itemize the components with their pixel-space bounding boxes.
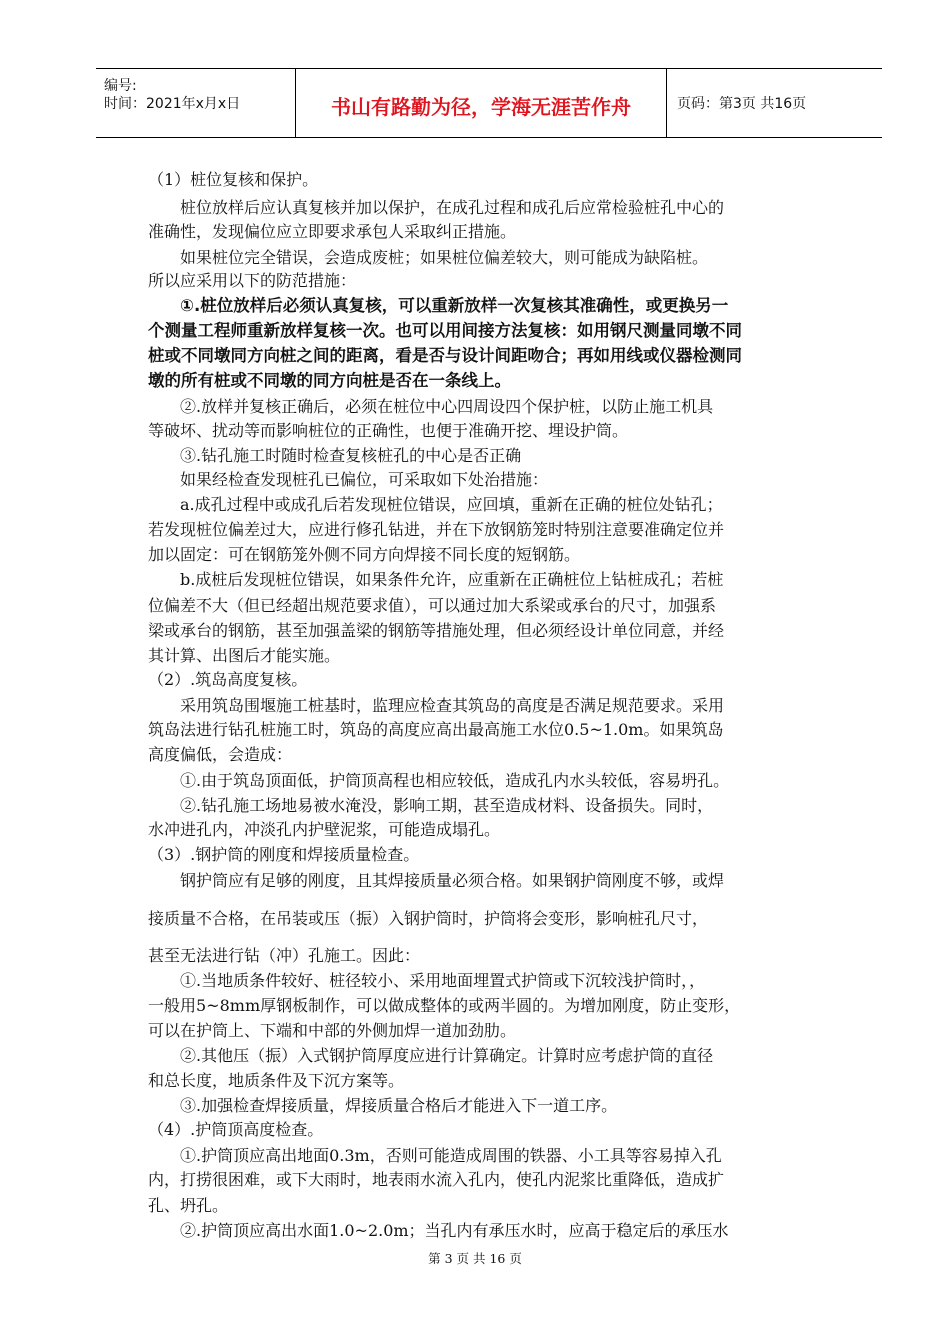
paragraph-line: 钢护筒应有足够的刚度，且其焊接质量必须合格。如果钢护筒刚度不够，或焊 [180, 871, 725, 890]
header-motto-cell [295, 69, 667, 137]
paragraph-line: 可以在护筒上、下端和中部的外侧加焊一道加劲肋。 [148, 1021, 517, 1040]
paragraph-line: 水冲进孔内，冲淡孔内护壁泥浆，可能造成塌孔。 [148, 820, 501, 839]
bold-paragraph-line: 桩或不同墩同方向桩之间的距离，看是否与设计间距吻合；再如用线或仪器检测同 [148, 346, 742, 365]
paragraph-line: ①.当地质条件较好、桩径较小、采用地面埋置式护筒或下沉较浅护筒时，， [180, 971, 706, 990]
paragraph-line: ③.钻孔施工时随时检查复核桩孔的中心是否正确 [180, 446, 522, 465]
paragraph-line: 等破坏、扰动等而影响桩位的正确性，也便于准确开挖、埋设护筒。 [148, 421, 629, 440]
paragraph-line: ②.护筒顶应高出水面1.0~2.0m；当孔内有承压水时，应高于稳定后的承压水 [180, 1221, 729, 1240]
paragraph-line: 准确性，发现偏位应立即要求承包人采取纠正措施。 [148, 222, 517, 241]
paragraph-line: ②.其他压（振）入式钢护筒厚度应进行计算确定。计算时应考虑护筒的直径 [180, 1046, 714, 1065]
paragraph-line: 采用筑岛围堰施工桩基时，监理应检查其筑岛的高度是否满足规范要求。采用 [180, 696, 725, 715]
bold-paragraph-line: 个测量工程师重新放样复核一次。也可以用间接方法复核：如用钢尺测量同墩不同 [148, 321, 742, 340]
paragraph-line: 梁或承台的钢筋，甚至加强盖梁的钢筋等措施处理，但必须经设计单位同意，并经 [148, 621, 725, 640]
section-heading-4: （4）.护筒顶高度检查。 [148, 1120, 324, 1139]
header-page-number: 页码：第3页 共16页 [677, 96, 807, 112]
paragraph-line: ②.钻孔施工场地易被水淹没，影响工期，甚至造成材料、设备损失。同时， [180, 796, 714, 815]
paragraph-line: 筑岛法进行钻孔桩施工时，筑岛的高度应高出最高施工水位0.5~1.0m。如果筑岛 [148, 720, 724, 739]
paragraph-line: 高度偏低，会造成： [148, 745, 293, 764]
section-heading-1: （1）桩位复核和保护。 [148, 170, 319, 189]
header-info-cell [96, 69, 295, 137]
paragraph-line: 甚至无法进行钻（冲）孔施工。因此： [148, 946, 421, 965]
page-header [96, 68, 882, 138]
paragraph-line: 和总长度，地质条件及下沉方案等。 [148, 1071, 405, 1090]
paragraph-line: 桩位放样后应认真复核并加以保护，在成孔过程和成孔后应常检验桩孔中心的 [180, 198, 725, 217]
header-motto: 书山有路勤为径，学海无涯苦作舟 [331, 95, 631, 119]
paragraph-line: ①.护筒顶应高出地面0.3m，否则可能造成周围的铁器、小工具等容易掉入孔 [180, 1146, 722, 1165]
page-footer: 第 3 页 共 16 页 [428, 1251, 522, 1266]
paragraph-line: 位偏差不大（但已经超出规范要求值），可以通过加大系梁或承台的尺寸，加强系 [148, 596, 717, 615]
bold-paragraph-line: 墩的所有桩或不同墩的同方向桩是否在一条线上。 [148, 371, 511, 390]
paragraph-line: 孔、坍孔。 [148, 1196, 229, 1215]
paragraph-line: 若发现桩位偏差过大，应进行修孔钻进，并在下放钢筋笼时特别注意要准确定位并 [148, 520, 725, 539]
paragraph-line: 一般用5~8mm厚钢板制作，可以做成整体的或两半圆的。为增加刚度，防止变形， [148, 996, 741, 1015]
document-number-label: 编号: [104, 78, 137, 94]
paragraph-line: 接质量不合格，在吊装或压（振）入钢护筒时，护筒将会变形，影响桩孔尺寸， [148, 909, 709, 928]
bold-paragraph-line: ①.桩位放样后必须认真复核，可以重新放样一次复核其准确性，或更换另一 [180, 296, 729, 315]
section-heading-3: （3）.钢护筒的刚度和焊接质量检查。 [148, 845, 420, 864]
paragraph-line: ③.加强检查焊接质量，焊接质量合格后才能进入下一道工序。 [180, 1096, 618, 1115]
section-heading-2: （2）.筑岛高度复核。 [148, 670, 308, 689]
paragraph-line: 内，打捞很困难，或下大雨时，地表雨水流入孔内，使孔内泥浆比重降低，造成扩 [148, 1170, 725, 1189]
paragraph-line: ②.放样并复核正确后，必须在桩位中心四周设四个保护桩，以防止施工机具 [180, 397, 714, 416]
paragraph-line: a.成孔过程中或成孔后若发现桩位错误，应回填，重新在正确的桩位处钻孔； [180, 495, 723, 514]
paragraph-line: 如果经检查发现桩孔已偏位，可采取如下处治措施： [180, 470, 549, 489]
paragraph-line: 其计算、出图后才能实施。 [148, 646, 341, 665]
paragraph-line: ①.由于筑岛顶面低，护筒顶高程也相应较低，造成孔内水头较低，容易坍孔。 [180, 771, 730, 790]
paragraph-line: 加以固定：可在钢筋笼外侧不同方向焊接不同长度的短钢筋。 [148, 545, 581, 564]
paragraph-line: b.成桩后发现桩位错误，如果条件允许，应重新在正确桩位上钻桩成孔；若桩 [180, 570, 724, 589]
document-time-label: 时间：2021年x月x日 [104, 96, 241, 112]
paragraph-line: 如果桩位完全错误，会造成废桩；如果桩位偏差较大，则可能成为缺陷桩。 [180, 248, 709, 267]
paragraph-line: 所以应采用以下的防范措施： [148, 271, 357, 290]
header-page-cell [667, 69, 882, 137]
